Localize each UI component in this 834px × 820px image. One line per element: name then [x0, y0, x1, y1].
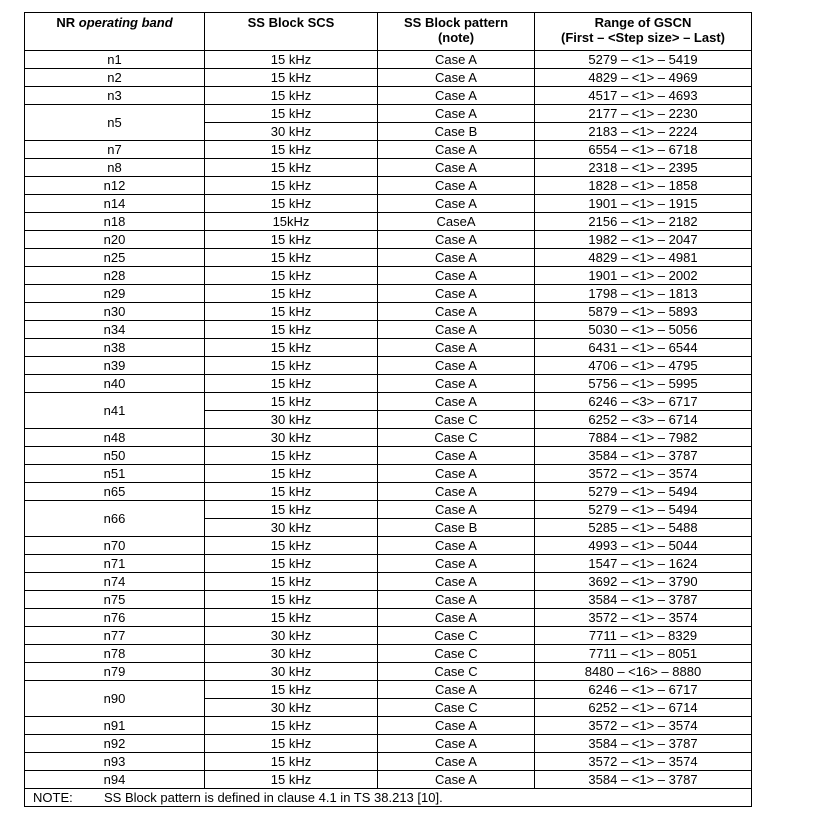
scs-cell: 15 kHz: [205, 141, 378, 159]
range-cell: 1547 – <1> – 1624: [535, 555, 752, 573]
table-row: [25, 663, 752, 681]
table-row: [25, 447, 752, 465]
scs-cell: 30 kHz: [205, 645, 378, 663]
scs-cell: 15kHz: [205, 213, 378, 231]
note-cell: [25, 789, 752, 807]
band-cell: n70: [25, 537, 205, 555]
table-row: [25, 159, 752, 177]
band-cell: n78: [25, 645, 205, 663]
pattern-cell: Case A: [378, 717, 535, 735]
scs-cell: 15 kHz: [205, 681, 378, 699]
table-row: [25, 141, 752, 159]
range-cell: 4829 – <1> – 4981: [535, 249, 752, 267]
scs-cell: 15 kHz: [205, 321, 378, 339]
scs-cell: 15 kHz: [205, 195, 378, 213]
band-cell: n39: [25, 357, 205, 375]
pattern-cell: Case A: [378, 357, 535, 375]
scs-cell: 30 kHz: [205, 699, 378, 717]
scs-cell: 15 kHz: [205, 501, 378, 519]
pattern-cell: Case A: [378, 159, 535, 177]
pattern-cell: Case A: [378, 753, 535, 771]
range-cell: 3584 – <1> – 3787: [535, 771, 752, 789]
range-cell: 1828 – <1> – 1858: [535, 177, 752, 195]
range-cell: 1798 – <1> – 1813: [535, 285, 752, 303]
band-cell: n25: [25, 249, 205, 267]
pattern-cell: Case B: [378, 123, 535, 141]
table-row: [25, 609, 752, 627]
pattern-cell: Case A: [378, 573, 535, 591]
scs-cell: 30 kHz: [205, 627, 378, 645]
table-row: [25, 717, 752, 735]
band-cell: n71: [25, 555, 205, 573]
range-cell: 5030 – <1> – 5056: [535, 321, 752, 339]
band-cell: n12: [25, 177, 205, 195]
table-row: [25, 501, 752, 519]
pattern-cell: Case A: [378, 87, 535, 105]
scs-cell: 15 kHz: [205, 555, 378, 573]
scs-cell: 15 kHz: [205, 447, 378, 465]
pattern-cell: Case A: [378, 141, 535, 159]
scs-cell: 15 kHz: [205, 357, 378, 375]
range-cell: 4706 – <1> – 4795: [535, 357, 752, 375]
note-label: NOTE:: [33, 789, 73, 805]
table-row: [25, 429, 752, 447]
table-row: [25, 69, 752, 87]
band-cell: n93: [25, 753, 205, 771]
table-row: [25, 537, 752, 555]
table-row: [25, 771, 752, 789]
band-cell: n8: [25, 159, 205, 177]
table-row: [25, 357, 752, 375]
pattern-cell: Case A: [378, 609, 535, 627]
range-cell: 5285 – <1> – 5488: [535, 519, 752, 537]
range-cell: 4993 – <1> – 5044: [535, 537, 752, 555]
band-cell: n74: [25, 573, 205, 591]
pattern-cell: Case C: [378, 411, 535, 429]
range-cell: 6246 – <3> – 6717: [535, 393, 752, 411]
table-row: [25, 51, 752, 69]
scs-cell: 15 kHz: [205, 483, 378, 501]
range-cell: 1901 – <1> – 2002: [535, 267, 752, 285]
table-row: [25, 681, 752, 699]
range-cell: 2183 – <1> – 2224: [535, 123, 752, 141]
pattern-cell: Case C: [378, 699, 535, 717]
band-cell: n91: [25, 717, 205, 735]
table-row: [25, 735, 752, 753]
scs-cell: 15 kHz: [205, 249, 378, 267]
pattern-cell: Case C: [378, 627, 535, 645]
header-pattern: SS Block pattern (note): [378, 13, 535, 51]
scs-cell: 15 kHz: [205, 771, 378, 789]
scs-cell: 15 kHz: [205, 285, 378, 303]
table-row: [25, 339, 752, 357]
scs-cell: 15 kHz: [205, 573, 378, 591]
pattern-cell: Case A: [378, 447, 535, 465]
table-row: [25, 555, 752, 573]
band-cell: n94: [25, 771, 205, 789]
gscn-table: [24, 12, 752, 807]
scs-cell: 15 kHz: [205, 51, 378, 69]
table-row: [25, 753, 752, 771]
pattern-cell: Case A: [378, 321, 535, 339]
range-cell: 1901 – <1> – 1915: [535, 195, 752, 213]
scs-cell: 15 kHz: [205, 303, 378, 321]
range-cell: 5279 – <1> – 5494: [535, 501, 752, 519]
band-cell: n77: [25, 627, 205, 645]
note-text: SS Block pattern is defined in clause 4.1 in TS 38.213 [10].: [104, 789, 443, 805]
band-cell: n3: [25, 87, 205, 105]
scs-cell: 15 kHz: [205, 393, 378, 411]
scs-cell: 15 kHz: [205, 69, 378, 87]
pattern-cell: Case A: [378, 375, 535, 393]
scs-cell: 30 kHz: [205, 663, 378, 681]
pattern-cell: Case A: [378, 105, 535, 123]
range-cell: 2177 – <1> – 2230: [535, 105, 752, 123]
band-cell: n65: [25, 483, 205, 501]
pattern-cell: Case A: [378, 195, 535, 213]
range-cell: 3572 – <1> – 3574: [535, 717, 752, 735]
band-cell: n38: [25, 339, 205, 357]
range-cell: 7711 – <1> – 8051: [535, 645, 752, 663]
scs-cell: 15 kHz: [205, 717, 378, 735]
table-row: [25, 231, 752, 249]
band-cell: n2: [25, 69, 205, 87]
table-row: [25, 645, 752, 663]
range-cell: 2318 – <1> – 2395: [535, 159, 752, 177]
scs-cell: 15 kHz: [205, 591, 378, 609]
band-cell: n1: [25, 51, 205, 69]
band-cell: n76: [25, 609, 205, 627]
range-cell: 3692 – <1> – 3790: [535, 573, 752, 591]
table-row: [25, 321, 752, 339]
note-row: [25, 789, 752, 807]
band-cell: n30: [25, 303, 205, 321]
band-cell: n28: [25, 267, 205, 285]
scs-cell: 15 kHz: [205, 339, 378, 357]
band-cell: n18: [25, 213, 205, 231]
range-cell: 3584 – <1> – 3787: [535, 447, 752, 465]
table-row: [25, 303, 752, 321]
band-cell: n7: [25, 141, 205, 159]
range-cell: 8480 – <16> – 8880: [535, 663, 752, 681]
table-row: [25, 375, 752, 393]
scs-cell: 30 kHz: [205, 429, 378, 447]
range-cell: 3572 – <1> – 3574: [535, 609, 752, 627]
scs-cell: 15 kHz: [205, 375, 378, 393]
pattern-cell: Case C: [378, 663, 535, 681]
pattern-cell: Case A: [378, 231, 535, 249]
band-cell: n79: [25, 663, 205, 681]
table-row: [25, 285, 752, 303]
band-cell: n90: [25, 681, 205, 717]
range-cell: 6431 – <1> – 6544: [535, 339, 752, 357]
range-cell: 3584 – <1> – 3787: [535, 591, 752, 609]
table-body: [25, 51, 752, 789]
range-cell: 5756 – <1> – 5995: [535, 375, 752, 393]
range-cell: 5879 – <1> – 5893: [535, 303, 752, 321]
pattern-cell: CaseA: [378, 213, 535, 231]
band-cell: n5: [25, 105, 205, 141]
scs-cell: 30 kHz: [205, 519, 378, 537]
scs-cell: 30 kHz: [205, 123, 378, 141]
band-cell: n92: [25, 735, 205, 753]
table-row: [25, 87, 752, 105]
pattern-cell: Case A: [378, 303, 535, 321]
pattern-cell: Case A: [378, 69, 535, 87]
pattern-cell: Case C: [378, 429, 535, 447]
range-cell: 2156 – <1> – 2182: [535, 213, 752, 231]
header-row: [25, 13, 752, 51]
pattern-cell: Case A: [378, 267, 535, 285]
table-row: [25, 591, 752, 609]
header-scs: SS Block SCS: [205, 13, 378, 51]
pattern-cell: Case A: [378, 249, 535, 267]
range-cell: 4829 – <1> – 4969: [535, 69, 752, 87]
scs-cell: 15 kHz: [205, 753, 378, 771]
scs-cell: 15 kHz: [205, 87, 378, 105]
table-row: [25, 249, 752, 267]
range-cell: 6252 – <1> – 6714: [535, 699, 752, 717]
header-band: NR operating band: [25, 13, 205, 51]
table-row: [25, 483, 752, 501]
scs-cell: 15 kHz: [205, 735, 378, 753]
range-cell: 5279 – <1> – 5494: [535, 483, 752, 501]
pattern-cell: Case C: [378, 645, 535, 663]
pattern-cell: Case A: [378, 465, 535, 483]
table-row: [25, 267, 752, 285]
pattern-cell: Case A: [378, 771, 535, 789]
table-row: [25, 195, 752, 213]
range-cell: 7884 – <1> – 7982: [535, 429, 752, 447]
range-cell: 4517 – <1> – 4693: [535, 87, 752, 105]
scs-cell: 15 kHz: [205, 537, 378, 555]
range-cell: 3572 – <1> – 3574: [535, 465, 752, 483]
header-range: Range of GSCN (First – <Step size> – Last): [535, 13, 752, 51]
pattern-cell: Case A: [378, 483, 535, 501]
table-row: [25, 213, 752, 231]
table-row: [25, 393, 752, 411]
pattern-cell: Case A: [378, 681, 535, 699]
band-cell: n48: [25, 429, 205, 447]
range-cell: 7711 – <1> – 8329: [535, 627, 752, 645]
band-cell: n40: [25, 375, 205, 393]
range-cell: 3584 – <1> – 3787: [535, 735, 752, 753]
pattern-cell: Case A: [378, 51, 535, 69]
pattern-cell: Case A: [378, 735, 535, 753]
range-cell: 6554 – <1> – 6718: [535, 141, 752, 159]
range-cell: 5279 – <1> – 5419: [535, 51, 752, 69]
pattern-cell: Case A: [378, 285, 535, 303]
table-row: [25, 627, 752, 645]
scs-cell: 15 kHz: [205, 231, 378, 249]
band-cell: n66: [25, 501, 205, 537]
band-cell: n51: [25, 465, 205, 483]
scs-cell: 15 kHz: [205, 267, 378, 285]
table-row: [25, 573, 752, 591]
pattern-cell: Case A: [378, 555, 535, 573]
scs-cell: 15 kHz: [205, 159, 378, 177]
table-row: [25, 105, 752, 123]
band-cell: n50: [25, 447, 205, 465]
pattern-cell: Case A: [378, 591, 535, 609]
pattern-cell: Case A: [378, 537, 535, 555]
table-row: [25, 465, 752, 483]
table-row: [25, 177, 752, 195]
pattern-cell: Case A: [378, 501, 535, 519]
band-cell: n34: [25, 321, 205, 339]
scs-cell: 15 kHz: [205, 177, 378, 195]
scs-cell: 15 kHz: [205, 105, 378, 123]
band-cell: n41: [25, 393, 205, 429]
range-cell: 3572 – <1> – 3574: [535, 753, 752, 771]
scs-cell: 30 kHz: [205, 411, 378, 429]
range-cell: 1982 – <1> – 2047: [535, 231, 752, 249]
pattern-cell: Case B: [378, 519, 535, 537]
range-cell: 6252 – <3> – 6714: [535, 411, 752, 429]
band-cell: n14: [25, 195, 205, 213]
band-cell: n20: [25, 231, 205, 249]
scs-cell: 15 kHz: [205, 609, 378, 627]
pattern-cell: Case A: [378, 177, 535, 195]
pattern-cell: Case A: [378, 393, 535, 411]
band-cell: n75: [25, 591, 205, 609]
band-cell: n29: [25, 285, 205, 303]
range-cell: 6246 – <1> – 6717: [535, 681, 752, 699]
scs-cell: 15 kHz: [205, 465, 378, 483]
pattern-cell: Case A: [378, 339, 535, 357]
